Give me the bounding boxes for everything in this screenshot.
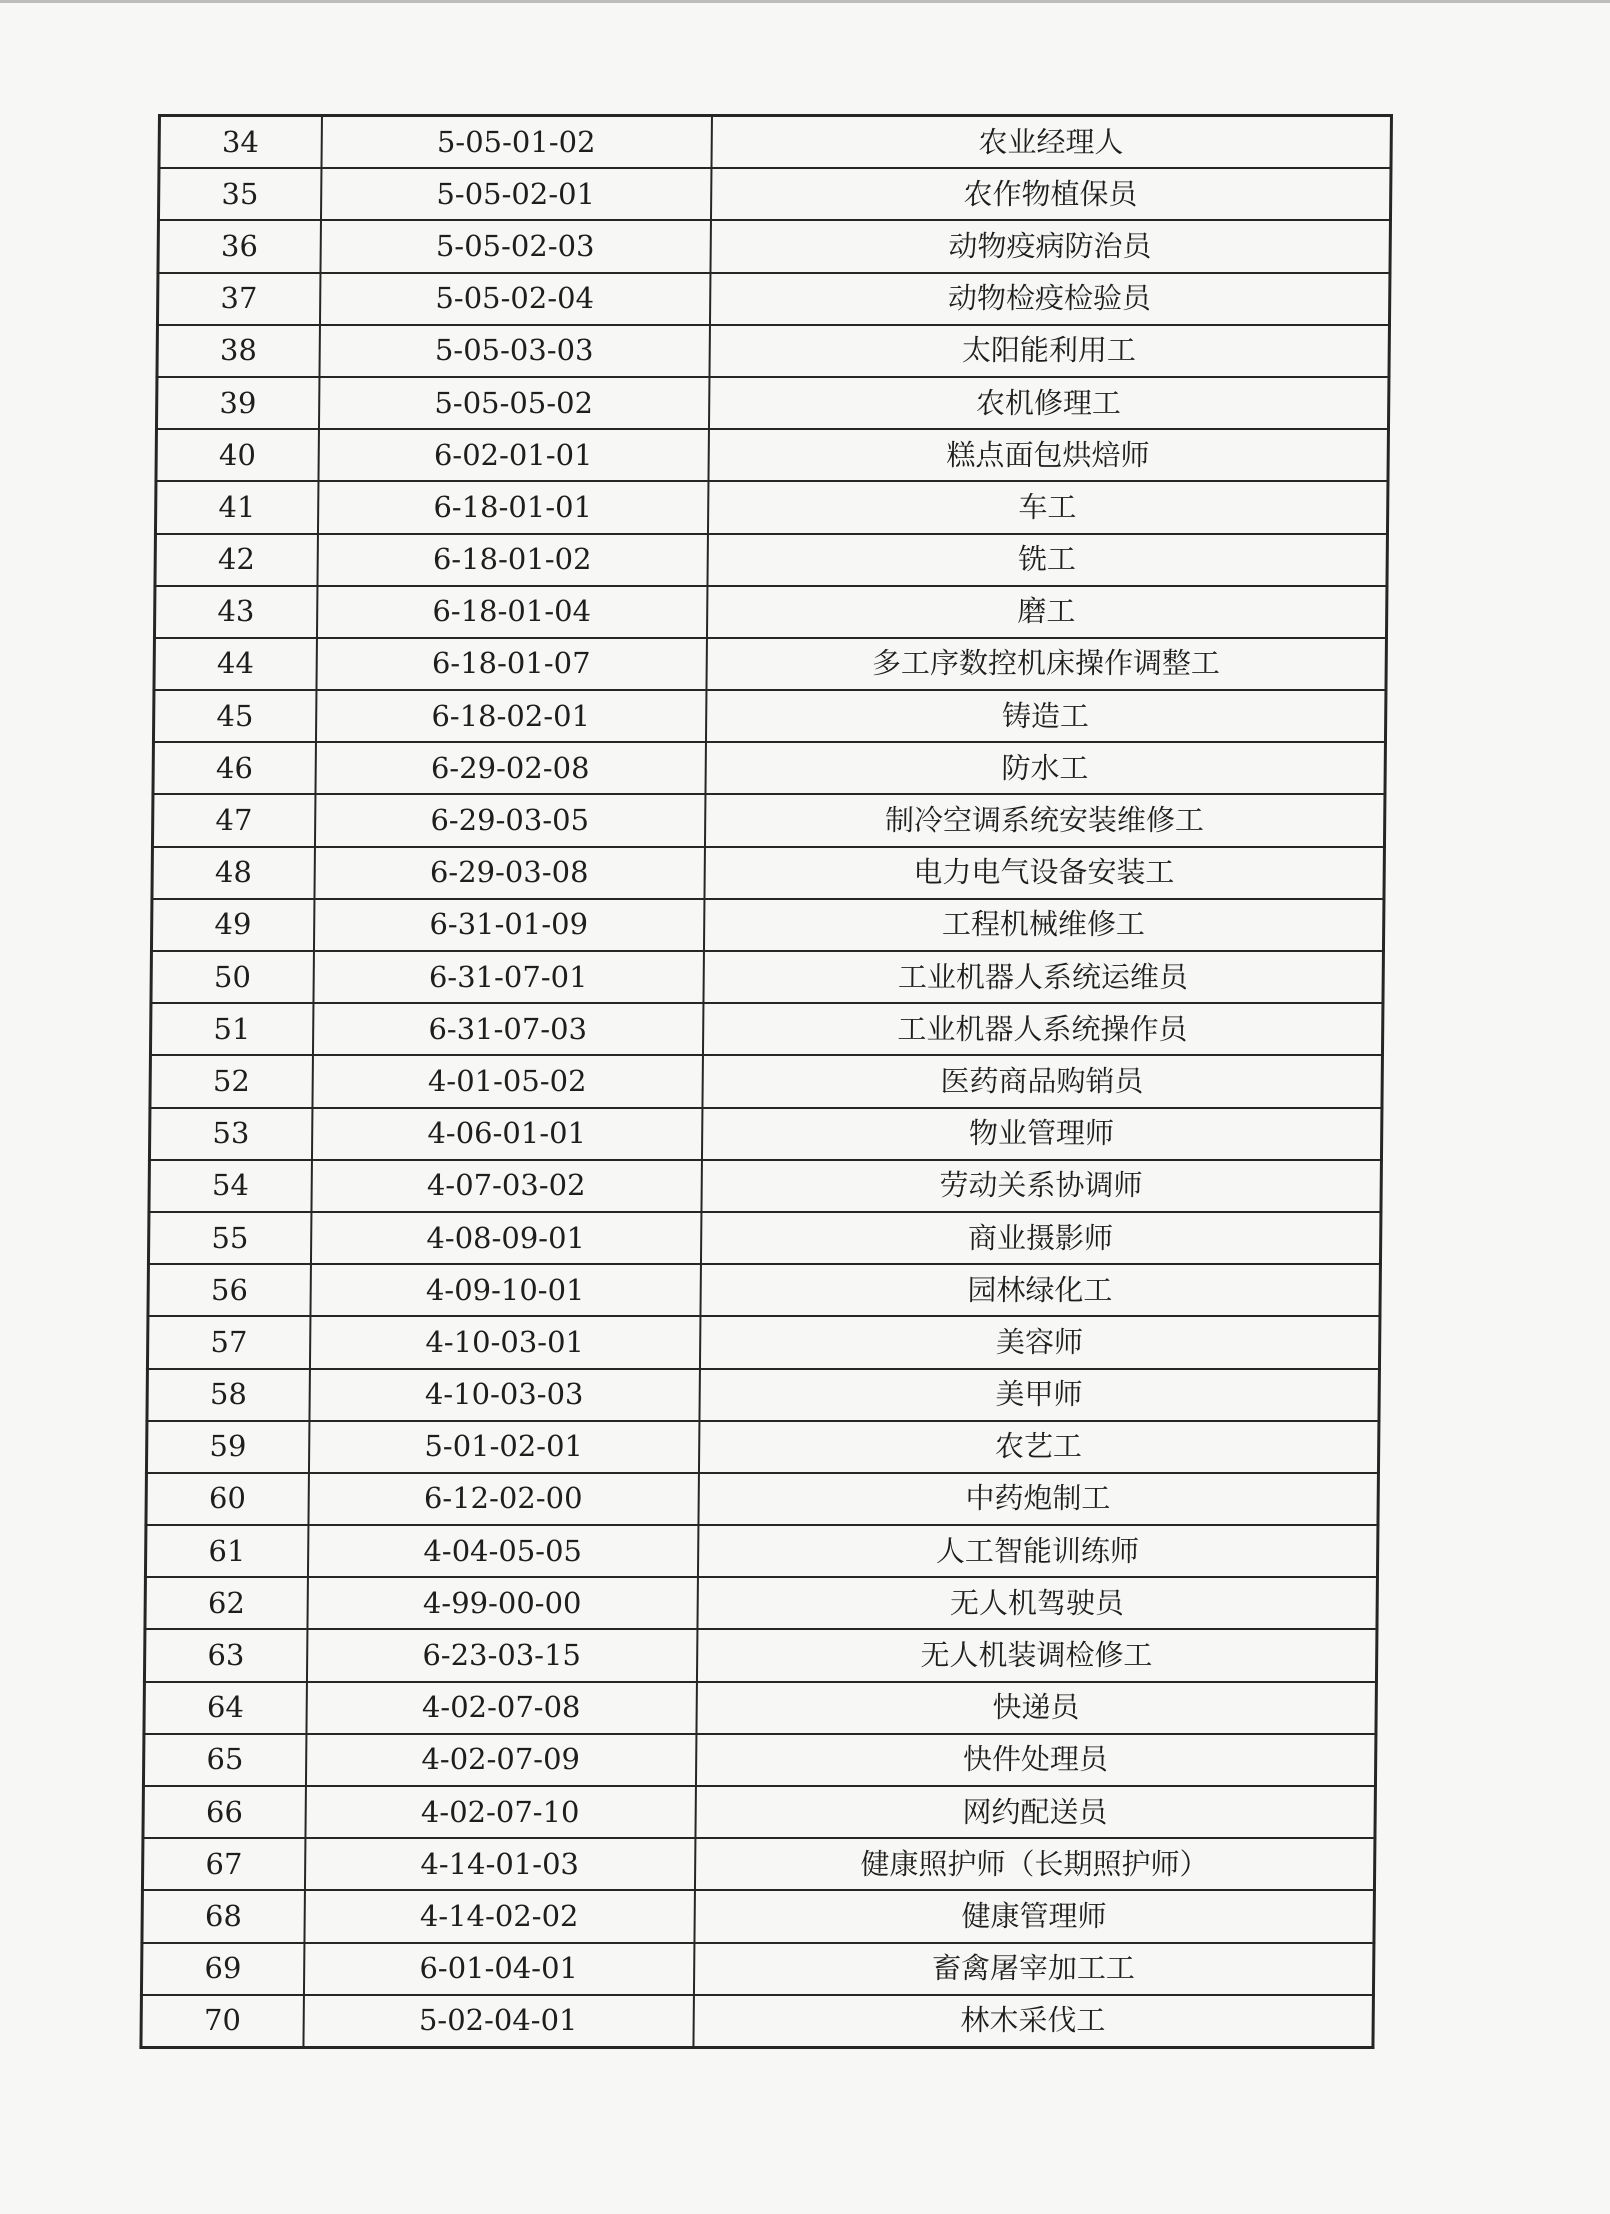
table-row [144, 1629, 1377, 1681]
row-number: 37 [157, 273, 320, 325]
table-row [143, 1786, 1376, 1838]
occupation-name: 多工序数控机床操作调整工 [706, 638, 1387, 690]
row-number: 63 [144, 1629, 307, 1681]
table-row [149, 1108, 1382, 1160]
occupation-name: 电力电气设备安装工 [704, 847, 1385, 899]
occupation-code: 6-31-01-09 [313, 899, 704, 951]
row-number: 62 [145, 1577, 308, 1629]
table-body [141, 116, 1392, 2048]
occupation-code: 6-23-03-15 [306, 1629, 697, 1681]
table-row [158, 168, 1391, 220]
table-row [141, 1995, 1374, 2048]
table-row [159, 116, 1392, 169]
table-row [152, 847, 1385, 899]
occupation-code: 6-12-02-00 [308, 1473, 699, 1525]
row-number: 56 [148, 1264, 311, 1316]
table-row [148, 1212, 1381, 1264]
occupation-code: 4-02-07-09 [305, 1734, 696, 1786]
table-row [143, 1734, 1376, 1786]
occupation-code: 5-05-02-01 [320, 168, 711, 220]
row-number: 61 [145, 1525, 308, 1577]
occupation-name: 农业经理人 [711, 116, 1392, 169]
occupation-name: 美容师 [699, 1316, 1380, 1368]
table-row [142, 1890, 1375, 1942]
table-row [146, 1473, 1379, 1525]
row-number: 45 [153, 690, 316, 742]
occupation-code: 6-31-07-03 [312, 1003, 703, 1055]
occupation-name: 快递员 [696, 1682, 1377, 1734]
row-number: 46 [153, 742, 316, 794]
table-row [145, 1525, 1378, 1577]
occupation-code: 6-02-01-01 [318, 429, 709, 481]
occupation-code: 5-05-02-03 [320, 220, 711, 272]
row-number: 69 [141, 1943, 304, 1995]
table-row [156, 377, 1389, 429]
occupation-code: 4-14-02-02 [304, 1890, 695, 1942]
row-number: 70 [141, 1995, 304, 2048]
scan-edge [0, 0, 1610, 3]
occupation-code: 5-05-02-04 [319, 273, 710, 325]
occupation-name: 农艺工 [698, 1421, 1379, 1473]
occupation-name: 畜禽屠宰加工工 [693, 1943, 1374, 1995]
occupation-name: 人工智能训练师 [697, 1525, 1378, 1577]
row-number: 55 [148, 1212, 311, 1264]
row-number: 43 [154, 586, 317, 638]
row-number: 59 [146, 1421, 309, 1473]
occupation-code: 5-05-01-02 [321, 116, 712, 169]
occupation-name: 健康管理师 [694, 1890, 1375, 1942]
row-number: 53 [149, 1108, 312, 1160]
occupation-code: 5-05-05-02 [318, 377, 709, 429]
occupation-code: 4-10-03-01 [309, 1316, 700, 1368]
occupation-table [139, 114, 1393, 2049]
table-row [149, 1160, 1382, 1212]
occupation-code: 6-18-01-02 [317, 534, 708, 586]
occupation-name: 农作物植保员 [710, 168, 1391, 220]
occupation-code: 4-07-03-02 [311, 1160, 702, 1212]
table-row [144, 1682, 1377, 1734]
table-row [145, 1577, 1378, 1629]
occupation-code: 4-04-05-05 [307, 1525, 698, 1577]
occupation-name: 无人机驾驶员 [697, 1577, 1378, 1629]
table-row [154, 586, 1387, 638]
occupation-code: 6-29-02-08 [315, 742, 706, 794]
occupation-name: 工业机器人系统运维员 [703, 951, 1384, 1003]
row-number: 67 [142, 1838, 305, 1890]
table-row [150, 1003, 1383, 1055]
occupation-code: 4-02-07-10 [305, 1786, 696, 1838]
occupation-code: 4-08-09-01 [310, 1212, 701, 1264]
occupation-code: 4-10-03-03 [309, 1369, 700, 1421]
occupation-name: 太阳能利用工 [709, 325, 1390, 377]
occupation-name: 车工 [707, 481, 1388, 533]
row-number: 60 [146, 1473, 309, 1525]
table-row [156, 429, 1389, 481]
occupation-name: 林木采伐工 [693, 1995, 1374, 2048]
occupation-code: 6-01-04-01 [303, 1943, 694, 1995]
row-number: 57 [147, 1316, 310, 1368]
occupation-code: 6-29-03-05 [314, 794, 705, 846]
table-row [142, 1838, 1375, 1890]
row-number: 39 [156, 377, 319, 429]
row-number: 48 [152, 847, 315, 899]
occupation-name: 物业管理师 [701, 1108, 1382, 1160]
occupation-code: 6-18-01-04 [316, 586, 707, 638]
row-number: 58 [147, 1369, 310, 1421]
table-row [152, 794, 1385, 846]
row-number: 50 [151, 951, 314, 1003]
occupation-name: 糕点面包烘焙师 [708, 429, 1389, 481]
occupation-name: 医药商品购销员 [702, 1055, 1383, 1107]
occupation-name: 防水工 [705, 742, 1386, 794]
table-row [146, 1421, 1379, 1473]
row-number: 40 [156, 429, 319, 481]
occupation-code: 4-99-00-00 [307, 1577, 698, 1629]
row-number: 66 [143, 1786, 306, 1838]
occupation-name: 工程机械维修工 [703, 899, 1384, 951]
table-row [155, 481, 1388, 533]
occupation-name: 园林绿化工 [700, 1264, 1381, 1316]
occupation-name: 劳动关系协调师 [701, 1160, 1382, 1212]
occupation-code: 4-09-10-01 [310, 1264, 701, 1316]
row-number: 52 [150, 1055, 313, 1107]
occupation-code: 5-02-04-01 [303, 1995, 694, 2048]
row-number: 64 [144, 1682, 307, 1734]
row-number: 68 [142, 1890, 305, 1942]
table-row [151, 899, 1384, 951]
occupation-code: 6-18-01-01 [317, 481, 708, 533]
table-row [157, 325, 1390, 377]
table-row [153, 742, 1386, 794]
table-row [153, 690, 1386, 742]
row-number: 54 [149, 1160, 312, 1212]
row-number: 49 [151, 899, 314, 951]
occupation-code: 5-05-03-03 [319, 325, 710, 377]
occupation-name: 动物疫病防治员 [710, 220, 1391, 272]
occupation-code: 5-01-02-01 [308, 1421, 699, 1473]
occupation-name: 无人机装调检修工 [696, 1629, 1377, 1681]
table-row [150, 1055, 1383, 1107]
occupation-name: 制冷空调系统安装维修工 [704, 794, 1385, 846]
table-row [158, 220, 1391, 272]
row-number: 36 [158, 220, 321, 272]
table-row [154, 638, 1387, 690]
table-row [147, 1316, 1380, 1368]
table-row [157, 273, 1390, 325]
row-number: 41 [155, 481, 318, 533]
occupation-name: 健康照护师（长期照护师） [694, 1838, 1375, 1890]
row-number: 35 [158, 168, 321, 220]
occupation-name: 铣工 [707, 534, 1388, 586]
table-row [155, 534, 1388, 586]
occupation-code: 4-02-07-08 [306, 1682, 697, 1734]
occupation-code: 6-29-03-08 [314, 847, 705, 899]
occupation-name: 动物检疫检验员 [709, 273, 1390, 325]
occupation-name: 磨工 [706, 586, 1387, 638]
occupation-name: 工业机器人系统操作员 [702, 1003, 1383, 1055]
occupation-code: 6-31-07-01 [313, 951, 704, 1003]
occupation-name: 铸造工 [705, 690, 1386, 742]
occupation-name: 美甲师 [699, 1369, 1380, 1421]
occupation-code: 6-18-02-01 [315, 690, 706, 742]
occupation-code: 4-06-01-01 [311, 1108, 702, 1160]
row-number: 38 [157, 325, 320, 377]
row-number: 51 [150, 1003, 313, 1055]
occupation-code: 4-14-01-03 [304, 1838, 695, 1890]
row-number: 44 [154, 638, 317, 690]
occupation-code: 6-18-01-07 [316, 638, 707, 690]
row-number: 34 [159, 116, 322, 169]
occupation-name: 快件处理员 [695, 1734, 1376, 1786]
row-number: 47 [152, 794, 315, 846]
table-row [151, 951, 1384, 1003]
table-row [147, 1369, 1380, 1421]
table-row [141, 1943, 1374, 1995]
occupation-name: 中药炮制工 [698, 1473, 1379, 1525]
occupation-name: 商业摄影师 [700, 1212, 1381, 1264]
occupation-code: 4-01-05-02 [312, 1055, 703, 1107]
occupation-name: 网约配送员 [695, 1786, 1376, 1838]
occupation-name: 农机修理工 [708, 377, 1389, 429]
table-row [148, 1264, 1381, 1316]
row-number: 42 [155, 534, 318, 586]
row-number: 65 [143, 1734, 306, 1786]
